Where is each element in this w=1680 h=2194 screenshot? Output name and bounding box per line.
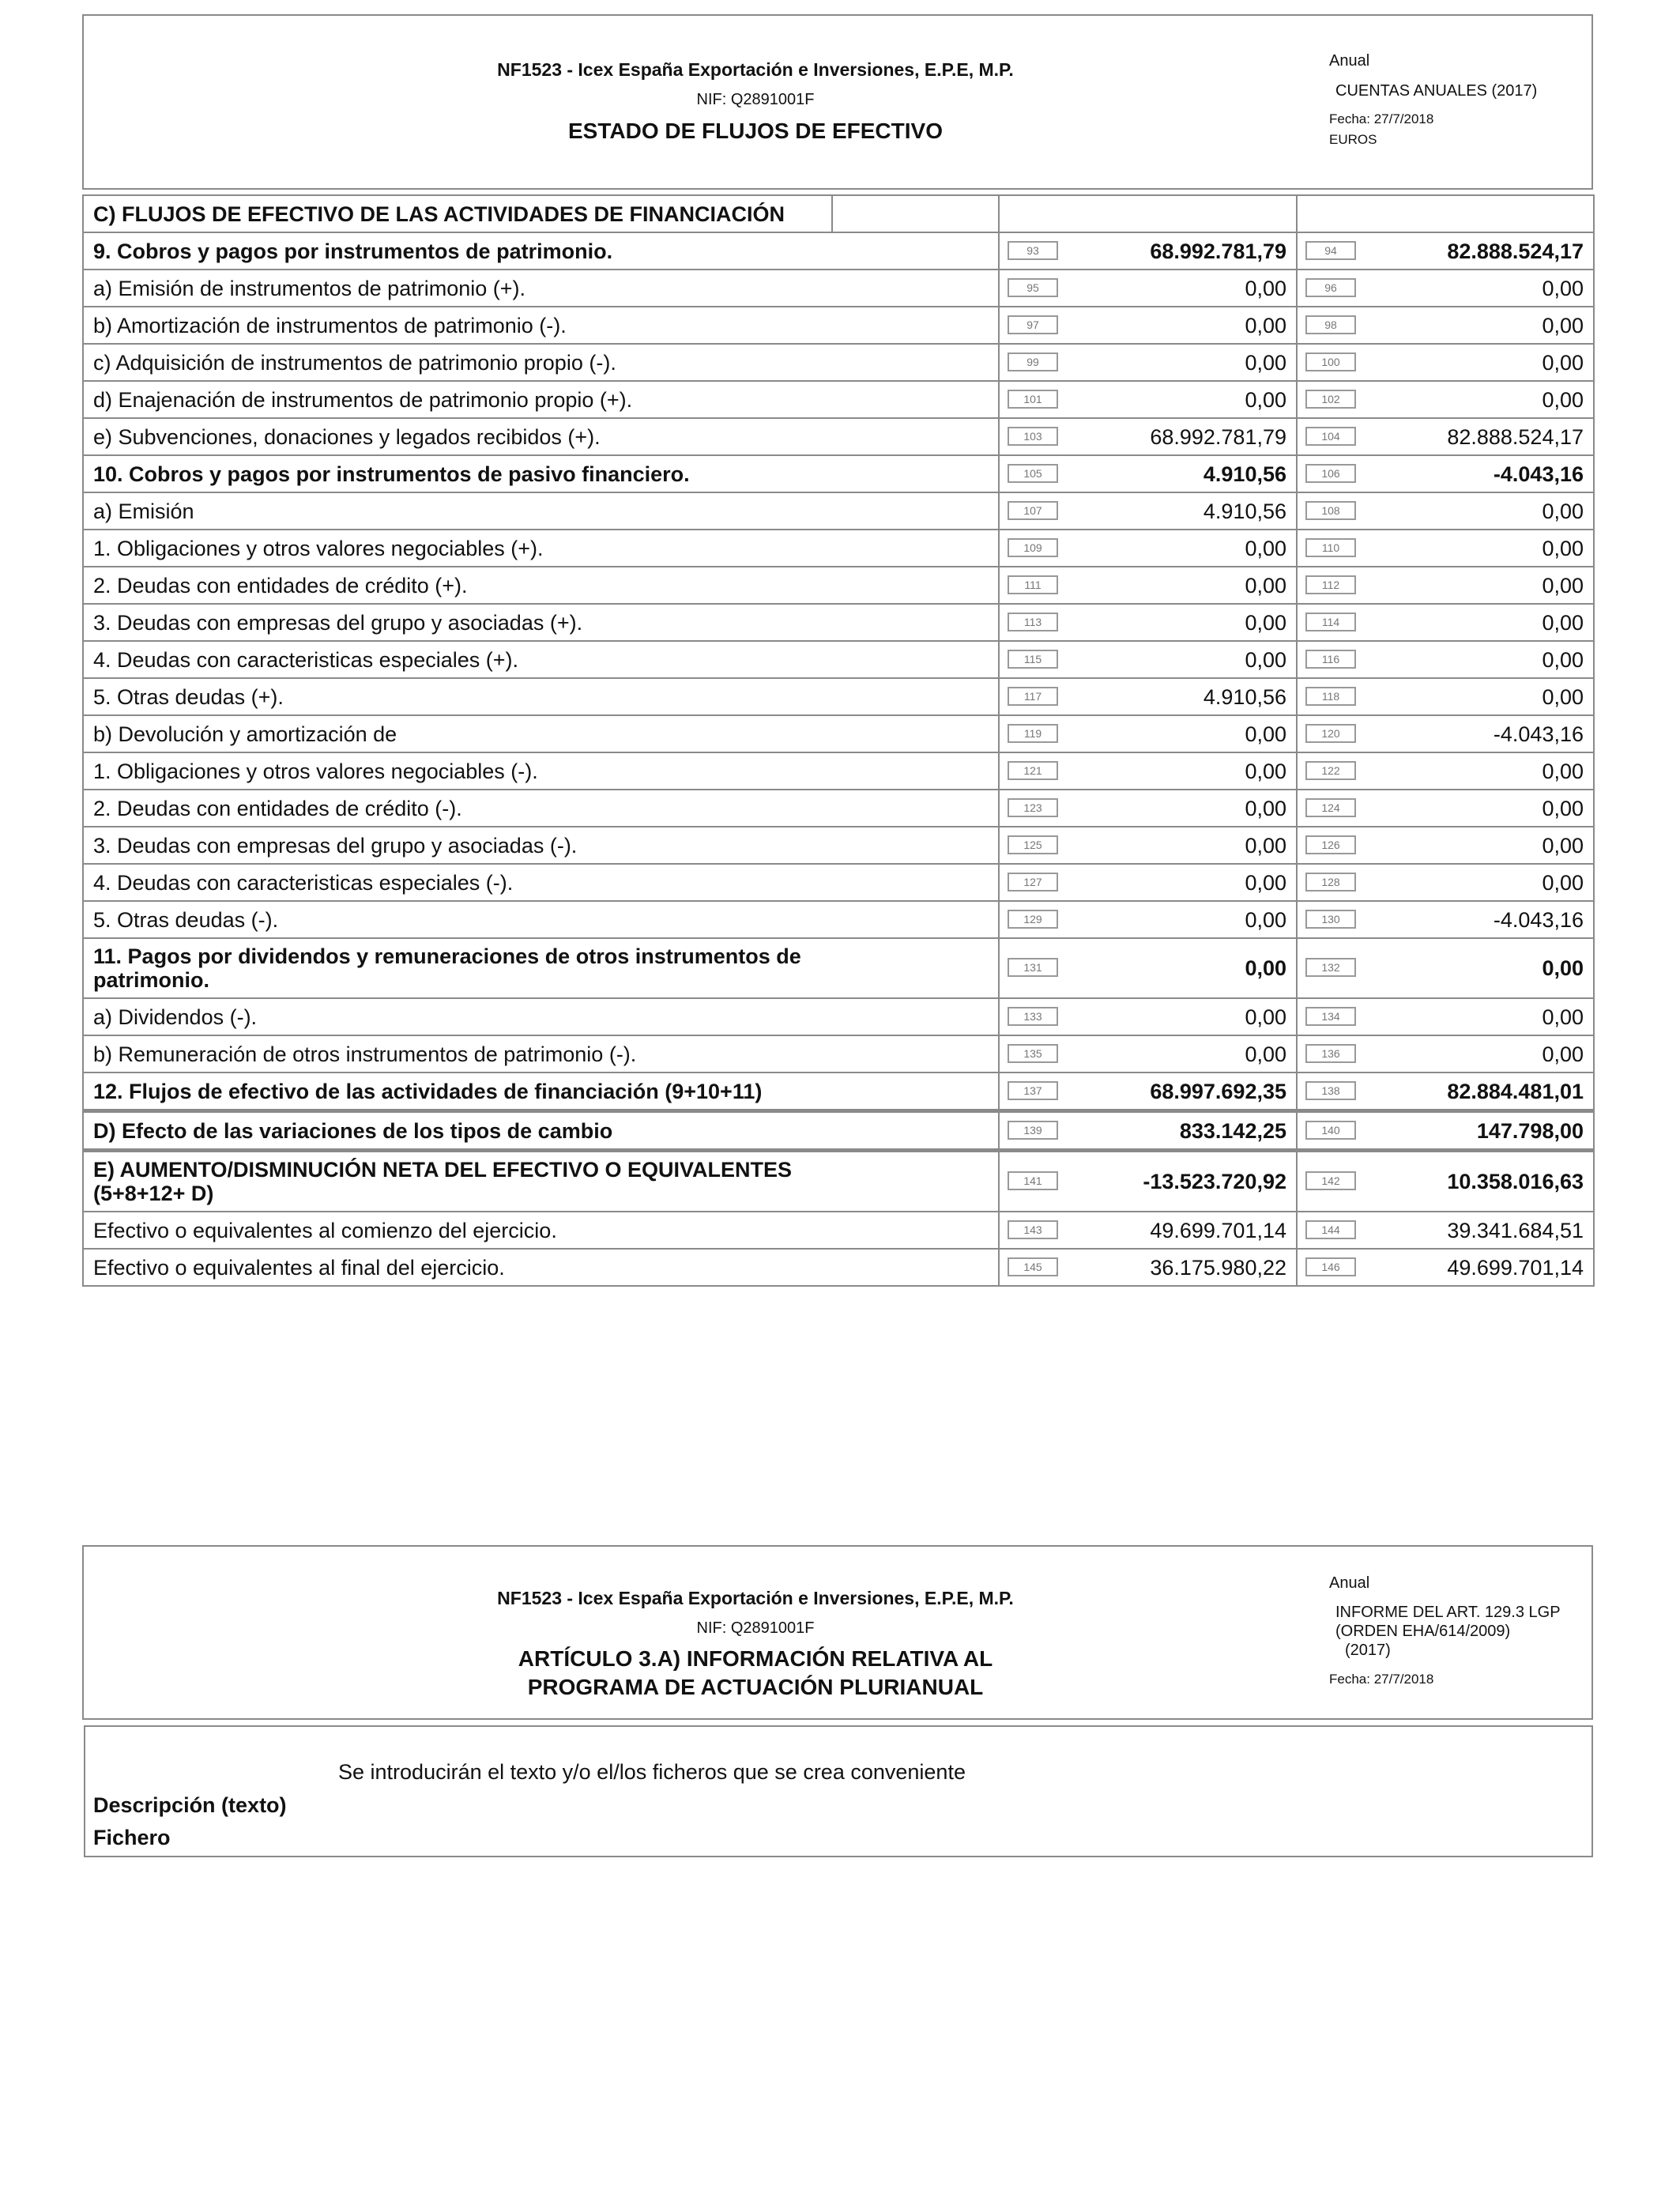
previous-year-value-cell (1297, 418, 1594, 455)
previous-year-value-cell (1297, 1212, 1594, 1249)
table-row (83, 1249, 1594, 1286)
current-year-value: 68.992.781,79 (1150, 239, 1286, 263)
current-year-value: 0,00 (1245, 870, 1286, 895)
current-year-value: 0,00 (1245, 387, 1286, 412)
previous-year-value: 0,00 (1542, 350, 1584, 375)
line-code-box: 98 (1305, 315, 1356, 334)
previous-year-value: 82.884.481,01 (1447, 1079, 1584, 1103)
current-year-value-cell (999, 492, 1297, 530)
row-label: 5. Otras deudas (+). (83, 678, 832, 715)
row-label: 2. Deudas con entidades de crédito (-). (83, 790, 832, 827)
row-label: d) Enajenación de instrumentos de patrimonio propio (+). (83, 381, 832, 418)
current-year-value-cell (999, 938, 1297, 998)
row-label: b) Amortización de instrumentos de patrimonio (-). (83, 307, 832, 344)
row-label: 4. Deudas con caracteristicas especiales (+). (83, 641, 832, 678)
previous-year-value-cell (1297, 864, 1594, 901)
previous-year-value-cell (1297, 455, 1594, 492)
line-code-box: 133 (1008, 1007, 1058, 1026)
line-code-box: 143 (1008, 1220, 1058, 1239)
line-code-box: 127 (1008, 873, 1058, 892)
row-label: E) AUMENTO/DISMINUCIÓN NETA DEL EFECTIVO O EQUIVALENTES (5+8+12+ D) (83, 1151, 832, 1212)
date-2: Fecha: 27/7/2018 (1329, 1672, 1434, 1687)
previous-year-value-cell (1297, 530, 1594, 567)
table-row (83, 790, 1594, 827)
table-row (83, 307, 1594, 344)
current-year-value: 0,00 (1245, 907, 1286, 932)
line-code-box: 145 (1008, 1257, 1058, 1276)
previous-year-value-cell (1297, 232, 1594, 270)
current-year-value: 0,00 (1245, 833, 1286, 858)
previous-year-value-cell (1297, 998, 1594, 1035)
current-year-value-cell (999, 790, 1297, 827)
table-row (83, 641, 1594, 678)
row-label: Efectivo o equivalentes al final del ejercicio. (83, 1249, 832, 1286)
line-code-box: 129 (1008, 910, 1058, 929)
row-label: 10. Cobros y pagos por instrumentos de pasivo financiero. (83, 455, 832, 492)
current-year-value-cell (999, 998, 1297, 1035)
current-year-value-cell (999, 1249, 1297, 1286)
previous-year-value: 0,00 (1542, 759, 1584, 783)
previous-year-value: -4.043,16 (1493, 722, 1584, 746)
current-year-value-cell (999, 1212, 1297, 1249)
line-code-box: 139 (1008, 1121, 1058, 1140)
table-row (83, 998, 1594, 1035)
document-type: CUENTAS ANUALES (2017) (1335, 82, 1538, 100)
current-year-value-cell (999, 1035, 1297, 1072)
current-year-value: 833.142,25 (1179, 1118, 1286, 1143)
current-year-value-cell (999, 455, 1297, 492)
previous-year-value: 0,00 (1542, 647, 1584, 672)
line-code-box: 130 (1305, 910, 1356, 929)
line-code-box: 124 (1305, 798, 1356, 817)
current-year-value-cell (999, 344, 1297, 381)
row-label: e) Subvenciones, donaciones y legados recibidos (+). (83, 418, 832, 455)
row-label: a) Emisión de instrumentos de patrimonio (+). (83, 270, 832, 307)
current-year-value: 4.910,56 (1203, 462, 1286, 486)
previous-year-value: 0,00 (1542, 833, 1584, 858)
file-label: Fichero (93, 1826, 171, 1849)
table-row (83, 1212, 1594, 1249)
previous-year-value: 0,00 (1542, 1005, 1584, 1029)
previous-year-value: 0,00 (1542, 610, 1584, 635)
cash-flow-table (82, 194, 1595, 1287)
table-row (83, 715, 1594, 752)
previous-year-value-cell (1297, 641, 1594, 678)
table-row (83, 1151, 1594, 1212)
section-title: C) FLUJOS DE EFECTIVO DE LAS ACTIVIDADES DE FINANCIACIÓN (83, 195, 832, 232)
line-code-box: 122 (1305, 761, 1356, 780)
line-code-box: 115 (1008, 650, 1058, 669)
table-row (83, 1035, 1594, 1072)
description-hint: Se introducirán el texto y/o el/los ficheros que se crea conveniente (338, 1760, 966, 1784)
line-code-box: 97 (1008, 315, 1058, 334)
period: Anual (1329, 52, 1370, 70)
current-year-value: -13.523.720,92 (1143, 1170, 1286, 1193)
current-year-value: 0,00 (1245, 1042, 1286, 1066)
row-label: a) Dividendos (-). (83, 998, 832, 1035)
line-code-box: 101 (1008, 390, 1058, 409)
line-code-box: 131 (1008, 958, 1058, 977)
table-row (83, 752, 1594, 790)
page-title: ESTADO DE FLUJOS DE EFECTIVO (568, 119, 943, 143)
previous-year-value: 82.888.524,17 (1447, 424, 1584, 449)
report-header-2 (82, 1545, 1593, 1720)
table-row (83, 567, 1594, 604)
row-label: 1. Obligaciones y otros valores negociables (-). (83, 752, 832, 790)
line-code-box: 119 (1008, 724, 1058, 743)
line-code-box: 114 (1305, 613, 1356, 631)
previous-year-value-cell (1297, 307, 1594, 344)
table-row (83, 344, 1594, 381)
previous-year-value-cell (1297, 1072, 1594, 1111)
current-year-value: 68.997.692,35 (1150, 1079, 1286, 1103)
row-label: c) Adquisición de instrumentos de patrimonio propio (-). (83, 344, 832, 381)
document-order: (ORDEN EHA/614/2009) (1335, 1623, 1511, 1640)
previous-year-value-cell (1297, 752, 1594, 790)
line-code-box: 105 (1008, 464, 1058, 483)
table-row (83, 492, 1594, 530)
current-year-value-cell (999, 270, 1297, 307)
table-row (83, 604, 1594, 641)
line-code-box: 107 (1008, 501, 1058, 520)
previous-year-value-cell (1297, 678, 1594, 715)
previous-year-value: -4.043,16 (1493, 462, 1584, 486)
row-label: Efectivo o equivalentes al comienzo del ejercicio. (83, 1212, 832, 1249)
previous-year-value: 0,00 (1542, 536, 1584, 560)
line-code-box: 109 (1008, 538, 1058, 557)
currency: EUROS (1329, 132, 1377, 147)
previous-year-value-cell (1297, 790, 1594, 827)
line-code-box: 125 (1008, 835, 1058, 854)
previous-year-value: 0,00 (1542, 956, 1584, 980)
line-code-box: 96 (1305, 278, 1356, 297)
line-code-box: 104 (1305, 427, 1356, 446)
previous-year-value-cell (1297, 715, 1594, 752)
previous-year-value: 0,00 (1542, 313, 1584, 337)
current-year-value: 0,00 (1245, 647, 1286, 672)
current-year-value-cell (999, 864, 1297, 901)
line-code-box: 102 (1305, 390, 1356, 409)
previous-year-value-cell (1297, 270, 1594, 307)
previous-year-value: 49.699.701,14 (1447, 1255, 1584, 1280)
current-year-value-cell (999, 827, 1297, 864)
period-2: Anual (1329, 1574, 1370, 1592)
previous-year-value-cell (1297, 381, 1594, 418)
previous-year-value-cell (1297, 938, 1594, 998)
line-code-box: 137 (1008, 1081, 1058, 1100)
report-header (82, 14, 1593, 190)
current-year-value-cell (999, 567, 1297, 604)
previous-year-value-cell (1297, 1035, 1594, 1072)
line-code-box: 93 (1008, 241, 1058, 260)
document-type-2: INFORME DEL ART. 129.3 LGP (1335, 1604, 1561, 1621)
line-code-box: 95 (1008, 278, 1058, 297)
date: Fecha: 27/7/2018 (1329, 111, 1434, 126)
line-code-box: 121 (1008, 761, 1058, 780)
line-code-box: 117 (1008, 687, 1058, 706)
previous-year-value: 0,00 (1542, 387, 1584, 412)
current-year-value-cell (999, 678, 1297, 715)
line-code-box: 110 (1305, 538, 1356, 557)
line-code-box: 142 (1305, 1171, 1356, 1190)
current-year-value: 0,00 (1245, 573, 1286, 598)
row-label: 3. Deudas con empresas del grupo y asociadas (+). (83, 604, 832, 641)
previous-year-value: -4.043,16 (1493, 907, 1584, 932)
current-year-value-cell (999, 901, 1297, 938)
line-code-box: 138 (1305, 1081, 1356, 1100)
line-code-box: 112 (1305, 575, 1356, 594)
nif-2: NIF: Q2891001F (696, 1619, 815, 1637)
current-year-value: 0,00 (1245, 350, 1286, 375)
current-year-value-cell (999, 1111, 1297, 1151)
line-code-box: 108 (1305, 501, 1356, 520)
row-label: 11. Pagos por dividendos y remuneraciones de otros instrumentos de patrimonio. (83, 938, 832, 998)
description-text-label: Descripción (texto) (93, 1793, 287, 1817)
line-code-box: 113 (1008, 613, 1058, 631)
table-row (83, 418, 1594, 455)
current-year-value: 0,00 (1245, 276, 1286, 300)
table-row (83, 232, 1594, 270)
table-row (83, 938, 1594, 998)
previous-year-value: 0,00 (1542, 684, 1584, 709)
previous-year-value-cell (1297, 567, 1594, 604)
row-label: b) Remuneración de otros instrumentos de patrimonio (-). (83, 1035, 832, 1072)
current-year-value-cell (999, 604, 1297, 641)
previous-year-value: 0,00 (1542, 499, 1584, 523)
line-code-box: 103 (1008, 427, 1058, 446)
table-row (83, 901, 1594, 938)
row-label: 9. Cobros y pagos por instrumentos de patrimonio. (83, 232, 832, 270)
previous-year-value-cell (1297, 604, 1594, 641)
row-label: b) Devolución y amortización de (83, 715, 832, 752)
current-year-value: 0,00 (1245, 1005, 1286, 1029)
previous-year-value-cell (1297, 492, 1594, 530)
row-label: 5. Otras deudas (-). (83, 901, 832, 938)
current-year-value: 0,00 (1245, 722, 1286, 746)
current-year-value: 4.910,56 (1203, 684, 1286, 709)
current-year-value-cell (999, 715, 1297, 752)
previous-year-value: 147.798,00 (1476, 1118, 1584, 1143)
current-year-value-cell (999, 1151, 1297, 1212)
row-label: 1. Obligaciones y otros valores negociables (+). (83, 530, 832, 567)
row-label: 12. Flujos de efectivo de las actividades de financiación (9+10+11) (83, 1072, 832, 1111)
previous-year-value: 82.888.524,17 (1447, 239, 1584, 263)
line-code-box: 120 (1305, 724, 1356, 743)
previous-year-value-cell (1297, 1249, 1594, 1286)
previous-year-value-cell (1297, 1151, 1594, 1212)
description-panel (84, 1725, 1593, 1857)
current-year-value: 36.175.980,22 (1150, 1255, 1286, 1280)
current-year-value-cell (999, 752, 1297, 790)
table-row (83, 1111, 1594, 1151)
line-code-box: 99 (1008, 352, 1058, 371)
current-year-value: 0,00 (1245, 313, 1286, 337)
table-row (83, 530, 1594, 567)
line-code-box: 111 (1008, 575, 1058, 594)
table-row (83, 270, 1594, 307)
organization-name-2: NF1523 - Icex España Exportación e Inversiones, E.P.E, M.P. (497, 1588, 1014, 1608)
previous-year-value: 0,00 (1542, 573, 1584, 598)
current-year-value-cell (999, 381, 1297, 418)
previous-year-value: 0,00 (1542, 796, 1584, 820)
current-year-value-cell (999, 307, 1297, 344)
table-row (83, 678, 1594, 715)
line-code-box: 123 (1008, 798, 1058, 817)
table-row (83, 1072, 1594, 1111)
line-code-box: 141 (1008, 1171, 1058, 1190)
table-row (83, 864, 1594, 901)
line-code-box: 144 (1305, 1220, 1356, 1239)
line-code-box: 106 (1305, 464, 1356, 483)
current-year-value: 0,00 (1245, 759, 1286, 783)
current-year-value: 0,00 (1245, 956, 1286, 980)
row-label: 3. Deudas con empresas del grupo y asociadas (-). (83, 827, 832, 864)
line-code-box: 128 (1305, 873, 1356, 892)
organization-name: NF1523 - Icex España Exportación e Inversiones, E.P.E, M.P. (497, 59, 1014, 80)
current-year-value: 49.699.701,14 (1150, 1218, 1286, 1242)
line-code-box: 146 (1305, 1257, 1356, 1276)
table-row (83, 827, 1594, 864)
line-code-box: 136 (1305, 1044, 1356, 1063)
previous-year-value-cell (1297, 1111, 1594, 1151)
current-year-value-cell (999, 641, 1297, 678)
line-code-box: 94 (1305, 241, 1356, 260)
table-row (83, 455, 1594, 492)
line-code-box: 132 (1305, 958, 1356, 977)
line-code-box: 100 (1305, 352, 1356, 371)
previous-year-value: 0,00 (1542, 1042, 1584, 1066)
row-label: D) Efecto de las variaciones de los tipos de cambio (83, 1111, 832, 1151)
line-code-box: 126 (1305, 835, 1356, 854)
current-year-value-cell (999, 1072, 1297, 1111)
row-label: 4. Deudas con caracteristicas especiales (-). (83, 864, 832, 901)
previous-year-value-cell (1297, 344, 1594, 381)
current-year-value-cell (999, 418, 1297, 455)
line-code-box: 116 (1305, 650, 1356, 669)
current-year-value: 68.992.781,79 (1150, 424, 1286, 449)
page-title-2: ARTÍCULO 3.A) INFORMACIÓN RELATIVA AL PROGRAMA DE ACTUACIÓN PLURIANUAL (518, 1646, 993, 1699)
document-year: (2017) (1345, 1642, 1391, 1659)
table-row (83, 381, 1594, 418)
line-code-box: 140 (1305, 1121, 1356, 1140)
current-year-value-cell (999, 530, 1297, 567)
previous-year-value-cell (1297, 901, 1594, 938)
current-year-value-cell (999, 232, 1297, 270)
current-year-value: 0,00 (1245, 610, 1286, 635)
current-year-value: 0,00 (1245, 796, 1286, 820)
previous-year-value-cell (1297, 827, 1594, 864)
current-year-value: 4.910,56 (1203, 499, 1286, 523)
row-label: a) Emisión (83, 492, 832, 530)
previous-year-value: 10.358.016,63 (1447, 1170, 1584, 1193)
nif: NIF: Q2891001F (696, 91, 815, 108)
previous-year-value: 39.341.684,51 (1447, 1218, 1584, 1242)
current-year-value: 0,00 (1245, 536, 1286, 560)
line-code-box: 118 (1305, 687, 1356, 706)
row-label: 2. Deudas con entidades de crédito (+). (83, 567, 832, 604)
line-code-box: 135 (1008, 1044, 1058, 1063)
line-code-box: 134 (1305, 1007, 1356, 1026)
previous-year-value: 0,00 (1542, 870, 1584, 895)
previous-year-value: 0,00 (1542, 276, 1584, 300)
